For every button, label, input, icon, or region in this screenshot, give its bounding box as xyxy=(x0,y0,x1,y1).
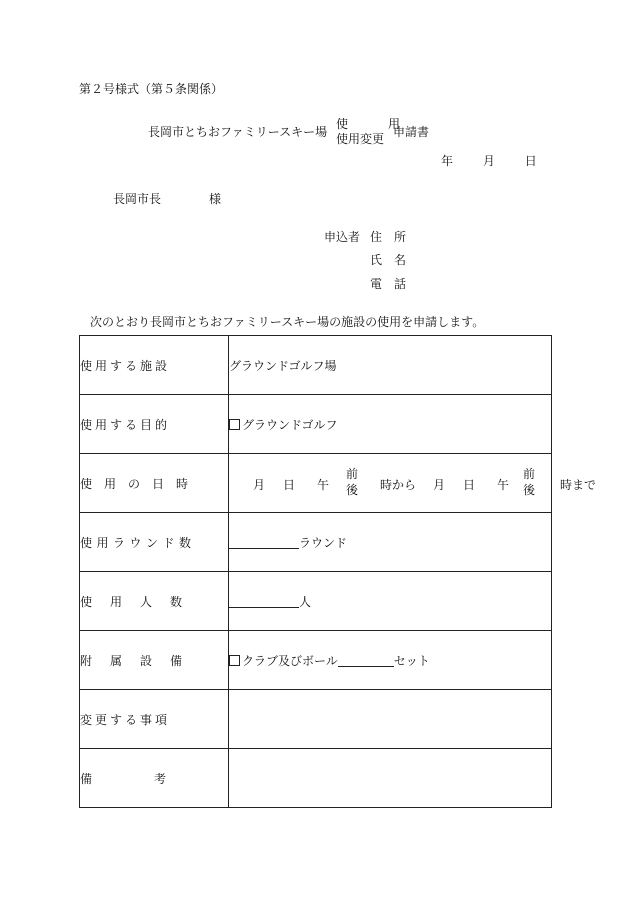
applicant-address-label: 住 所 xyxy=(370,230,407,244)
applicant-heading: 申込者 xyxy=(324,230,361,244)
remarks-value[interactable] xyxy=(229,749,552,808)
use-option-use: 使 用 xyxy=(336,117,415,131)
table-row xyxy=(80,749,552,808)
start-noon: 午 xyxy=(317,478,330,492)
table-row xyxy=(80,572,552,631)
use-option-change: 使用変更 xyxy=(336,132,385,146)
table-row xyxy=(80,395,552,454)
document-type: 申請書 xyxy=(393,125,430,139)
day-label: 日 xyxy=(524,154,537,168)
start-month: 月 xyxy=(253,478,266,492)
applicant-phone-label: 電 話 xyxy=(370,277,407,291)
form-number: 第２号様式（第５条関係） xyxy=(79,82,224,96)
rounds-blank[interactable] xyxy=(229,536,299,549)
purpose-checkbox[interactable] xyxy=(229,419,240,430)
until-text: 時まで xyxy=(560,478,597,492)
rounds-label: 使用ラウンド数 xyxy=(80,513,229,572)
from-text: 時から xyxy=(380,478,417,492)
end-pm: 後 xyxy=(523,483,536,497)
people-blank[interactable] xyxy=(229,595,299,608)
purpose-label: 使用する目的 xyxy=(80,395,229,454)
people-unit: 人 xyxy=(299,594,312,609)
applicant-name-label: 氏 名 xyxy=(370,253,407,267)
start-pm: 後 xyxy=(346,483,359,497)
addressee xyxy=(113,193,221,205)
changes-label: 変更する事項 xyxy=(80,690,229,749)
purpose-option: グラウンドゴルフ xyxy=(242,417,338,432)
rounds-value[interactable] xyxy=(229,513,552,572)
equipment-checkbox[interactable] xyxy=(229,655,240,666)
table-row xyxy=(80,690,552,749)
table-row xyxy=(80,336,552,395)
equipment-value[interactable] xyxy=(229,631,552,690)
table-row xyxy=(80,513,552,572)
start-ampm xyxy=(346,466,358,498)
datetime-value[interactable] xyxy=(229,454,597,513)
facility-title: 長岡市とちおファミリースキー場 xyxy=(148,125,328,139)
end-noon: 午 xyxy=(497,478,510,492)
changes-value[interactable] xyxy=(229,690,552,749)
people-value[interactable] xyxy=(229,572,552,631)
datetime-label: 使用の日時 xyxy=(80,454,229,513)
end-day: 日 xyxy=(463,478,476,492)
equipment-blank[interactable] xyxy=(338,654,394,667)
remarks-label: 備考 xyxy=(80,749,229,808)
end-am: 前 xyxy=(523,467,536,481)
addressee-name: 長岡市長 xyxy=(113,192,162,206)
rounds-unit: ラウンド xyxy=(299,535,348,550)
application-table xyxy=(79,335,597,808)
start-am: 前 xyxy=(346,467,359,481)
people-label: 使用人数 xyxy=(80,572,229,631)
table-row xyxy=(80,454,552,513)
year-label: 年 xyxy=(441,154,454,168)
facility-value[interactable]: グラウンドゴルフ場 xyxy=(229,336,552,395)
start-day: 日 xyxy=(283,478,296,492)
purpose-value[interactable] xyxy=(229,395,552,454)
equipment-label: 附属設備 xyxy=(80,631,229,690)
equipment-item: クラブ及びボール xyxy=(242,653,338,668)
intro-text: 次のとおり長岡市とちおファミリースキー場の施設の使用を申請します。 xyxy=(90,315,485,329)
facility-label: 使用する施設 xyxy=(80,336,229,395)
end-ampm xyxy=(523,466,535,498)
end-month: 月 xyxy=(433,478,446,492)
table-row xyxy=(80,631,552,690)
addressee-honorific: 様 xyxy=(209,192,222,206)
date-line xyxy=(441,155,537,167)
datetime-fields xyxy=(229,454,597,512)
equipment-unit: セット xyxy=(393,653,430,668)
month-label: 月 xyxy=(482,154,495,168)
